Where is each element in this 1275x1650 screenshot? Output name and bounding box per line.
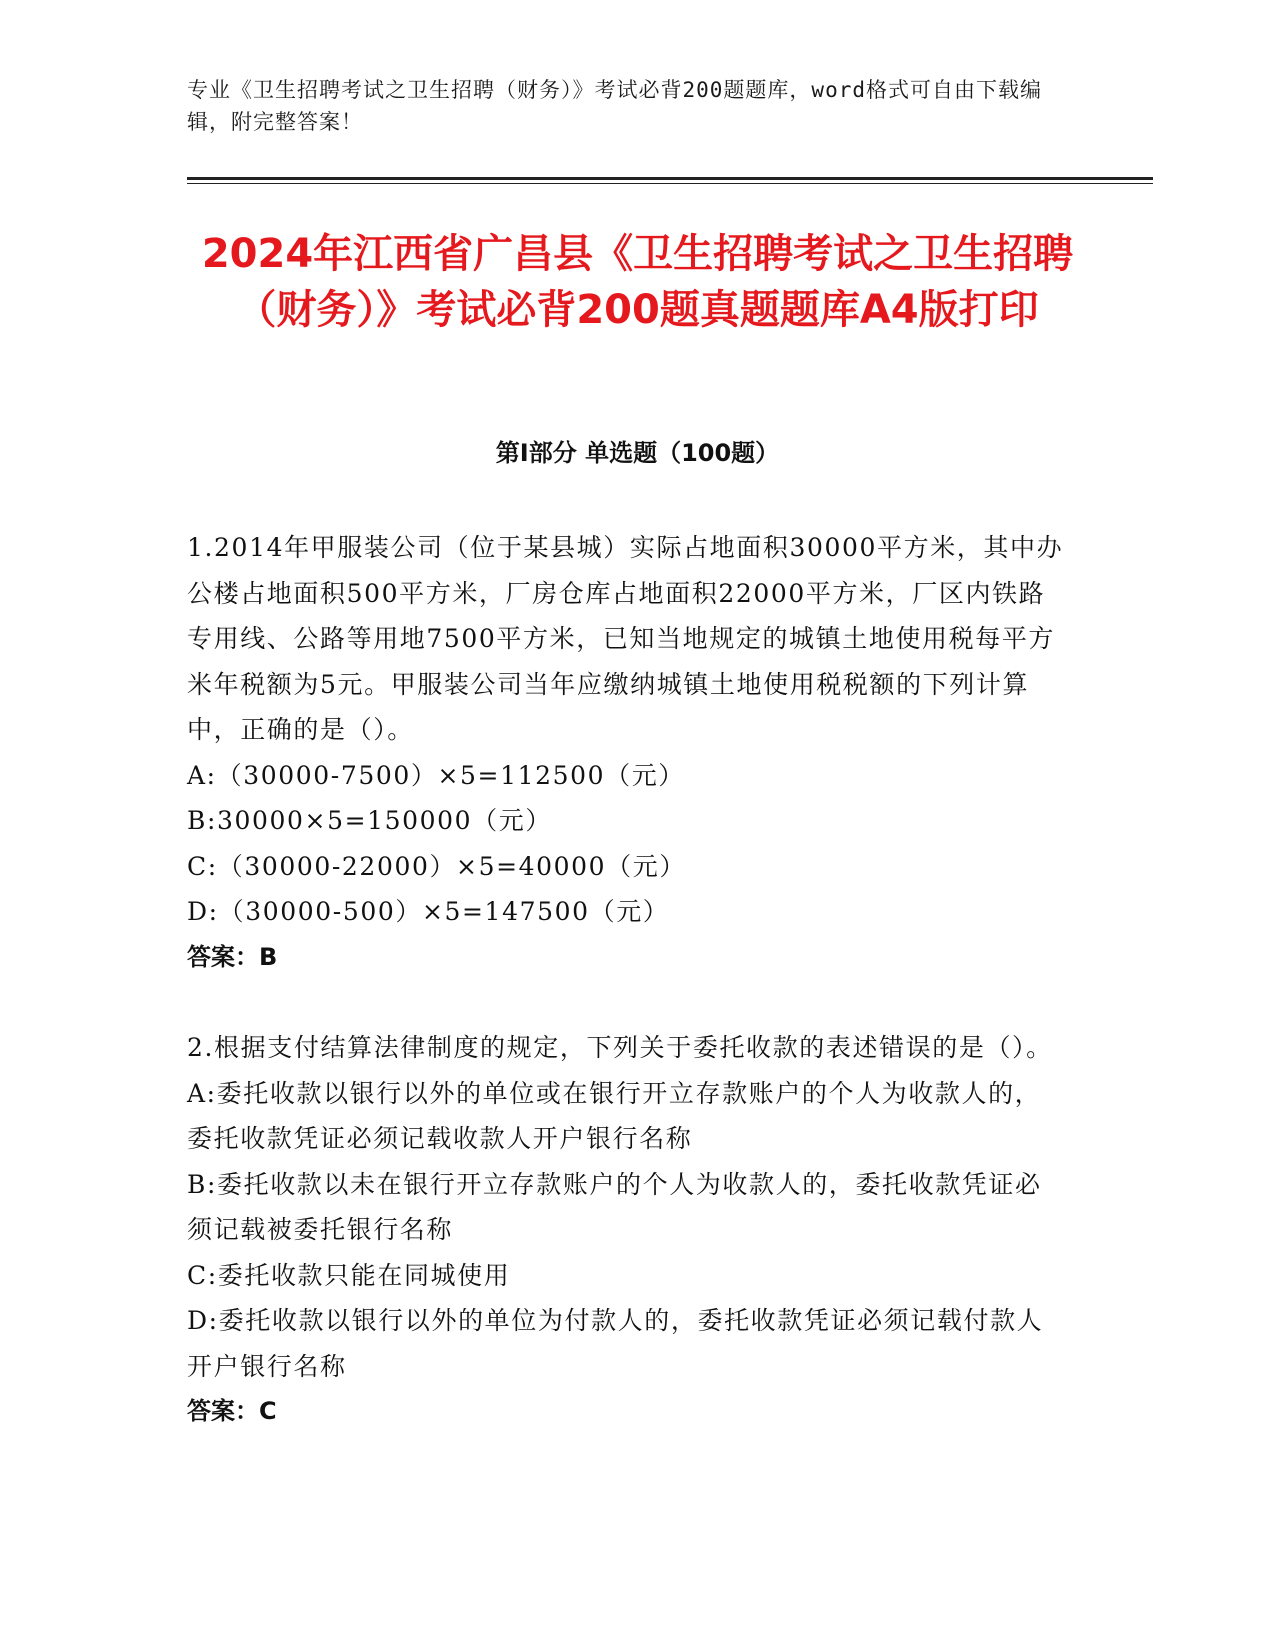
option-c: C:（30000-22000）×5=40000（元）	[187, 851, 686, 881]
header-divider-thin	[187, 183, 1153, 184]
option-a: A:（30000-7500）×5=112500（元）	[187, 760, 685, 790]
option-a: A:委托收款以银行以外的单位或在银行开立存款账户的个人为收款人的，委托收款凭证必须记载收款人开户银行名称	[187, 1078, 1042, 1153]
option-b: B:委托收款以未在银行开立存款账户的个人为收款人的，委托收款凭证必须记载被委托银行名称	[187, 1169, 1042, 1244]
header-divider-thick	[187, 177, 1153, 180]
document-title: 2024年江西省广昌县《卫生招聘考试之卫生招聘（财务）》考试必背200题真题题库A4版打印	[201, 231, 1074, 333]
option-d: D:委托收款以银行以外的单位为付款人的，委托收款凭证必须记载付款人开户银行名称	[187, 1306, 1044, 1381]
header-note: 专业《卫生招聘考试之卫生招聘（财务）》考试必背200题题库，word格式可自由下载编辑，附完整答案！	[187, 78, 1042, 134]
question-1	[187, 525, 1067, 980]
section-heading: 第Ⅰ部分 单选题（100题）	[495, 439, 780, 467]
option-c: C:委托收款只能在同城使用	[187, 1260, 511, 1290]
question-2	[187, 1025, 1067, 1435]
option-b: B:30000×5=150000（元）	[187, 806, 552, 835]
answer: 答案：C	[187, 1397, 277, 1425]
question-text: 1.2014年甲服装公司（位于某县城）实际占地面积30000平方米，其中办公楼占地面积500平方米，厂房仓库占地面积22000平方米，厂区内铁路专用线、公路等用地7500平方米，已知当地规定的城镇土地使用税每平方米年税额为5元。甲服装公司当年应缴纳城镇土地使用税税额的下列计算中，正确的是（）。	[187, 533, 1064, 744]
question-text: 2.根据支付结算法律制度的规定，下列关于委托收款的表述错误的是（）。	[187, 1033, 1053, 1062]
option-d: D:（30000-500）×5=147500（元）	[187, 897, 670, 926]
answer: 答案：B	[187, 942, 278, 971]
